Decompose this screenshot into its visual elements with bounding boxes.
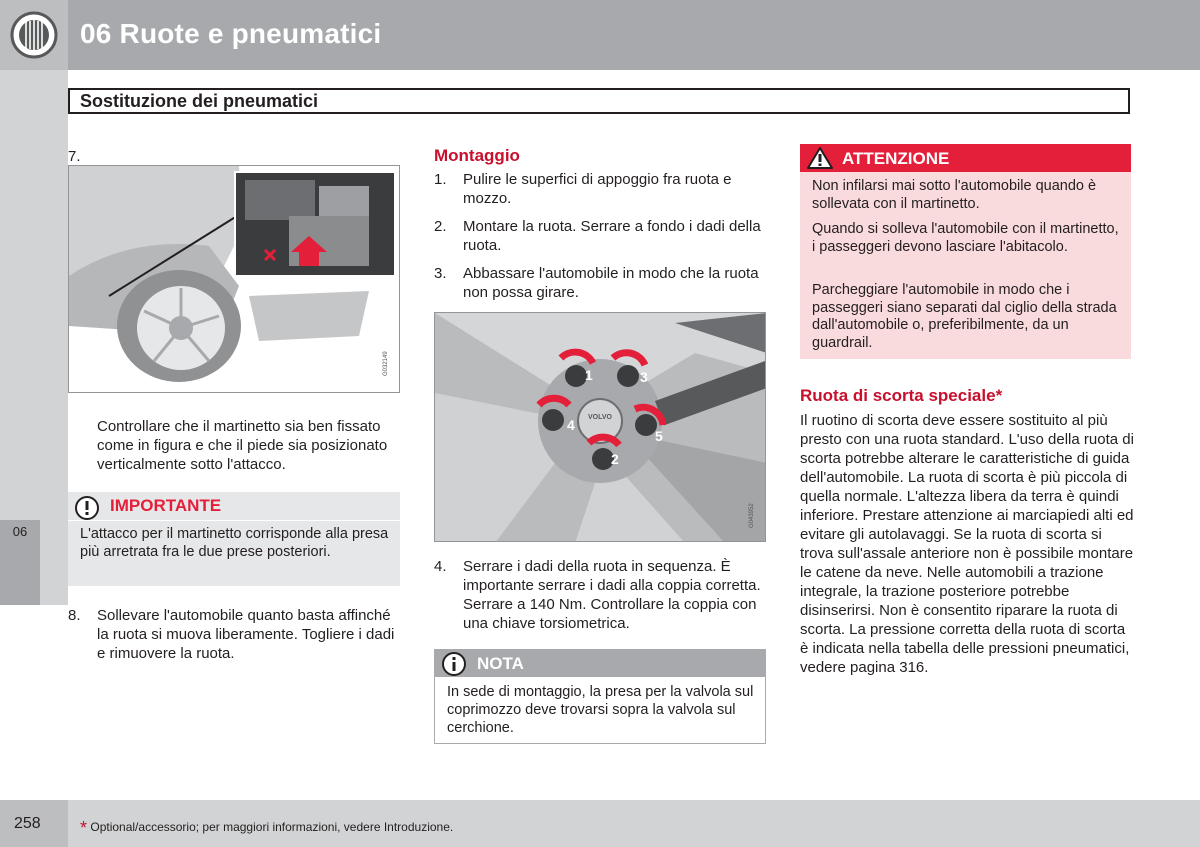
warning-triangle-icon — [806, 146, 834, 175]
footnote-text: Optional/accessorio; per maggiori informazioni, vedere Introduzione. — [90, 820, 454, 834]
rotation-arrow — [539, 398, 569, 405]
step-1-text: Pulire le superfici di appoggio fra ruota e mozzo. — [463, 171, 732, 207]
important-text: L'attacco per il martinetto corrisponde alla presa più arretrata fra le due prese posteriori. — [80, 526, 389, 560]
note-title: NOTA — [477, 654, 524, 673]
step-1-number: 1. — [434, 171, 447, 188]
exclamation-icon — [74, 495, 100, 526]
warning-paragraph-1: Non infilarsi mai sotto l'automobile quando è sollevata con il martinetto. — [812, 178, 1097, 212]
rotation-arrow — [589, 437, 619, 445]
wheel-nut — [542, 409, 564, 431]
footnote — [80, 818, 453, 839]
nut-label-4: 4 — [567, 417, 575, 433]
note-box — [434, 649, 766, 744]
step-3-text: Abbassare l'automobile in modo che la ruota non possa girare. — [463, 265, 759, 301]
chapter-icon-tab — [0, 0, 68, 70]
figure-2-code: G043952 — [749, 503, 755, 528]
warning-paragraph-2: Quando si solleva l'automobile con il martinetto, i passeggeri devono lasciare l'abitacolo. — [812, 221, 1119, 255]
jack-illustration — [69, 166, 400, 393]
wheel-figure — [434, 312, 766, 542]
nut-label-5: 5 — [655, 428, 663, 444]
spare-wheel-text: Il ruotino di scorta deve essere sostituito al più presto con una ruota standard. L'uso della ruota di scorta potrebbe alterare le caratteristiche di guida dell'automobile. La ruota di scorta è più piccola di quella normale. L'altezza libera da terra è quindi inferiore. Prestare attenzione ai marciapiedi alti ed evitare gli autolavaggi. Se la ruota di scorta si trova sull'assale anteriore non è possibile montare le catene da neve. Nelle automobili a trazione integrale, la trazione posteriore potrebbe disinserirsi. Non è consentito riparare la ruota di scorta. La pressione corretta della ruota di scorta è indicata nella tabella delle pressioni pneumatici, vedere pagina 316. — [800, 412, 1134, 676]
nut-sequence-arrows — [435, 313, 766, 542]
montaggio-heading: Montaggio — [434, 146, 520, 165]
spare-wheel-heading: Ruota di scorta speciale* — [800, 386, 1003, 405]
figure-1-code: G032149 — [383, 351, 389, 376]
wheel-nut — [565, 365, 587, 387]
step-3-number: 3. — [434, 265, 447, 282]
step-8-text: Sollevare l'automobile quanto basta affinché la ruota si muova liberamente. Togliere i dadi e rimuovere la ruota. — [97, 607, 395, 662]
info-icon — [441, 651, 467, 682]
nut-label-1: 1 — [585, 367, 593, 383]
step-4-number: 4. — [434, 558, 447, 575]
warning-paragraph-3: Parcheggiare l'automobile in modo che i passeggeri siano separati dal ciglio della strada dall'automobile o, preferibilmente, da un guardrail. — [812, 282, 1117, 351]
nut-label-3: 3 — [640, 369, 648, 385]
step-8-number: 8. — [68, 607, 81, 624]
page-number: 258 — [14, 815, 41, 832]
chapter-side-tab-label: 06 — [12, 524, 28, 539]
chapter-title: 06 Ruote e pneumatici — [80, 18, 382, 49]
section-title: Sostituzione dei pneumatici — [80, 91, 319, 111]
step-2-number: 2. — [434, 218, 447, 235]
tire-icon — [0, 0, 68, 70]
wheel-nut — [617, 365, 639, 387]
step-7-text: Controllare che il martinetto sia ben fissato come in figura e che il piede sia posizionato verticalmente sotto l'attacco. — [97, 418, 388, 473]
rotation-arrow — [613, 353, 645, 365]
rotation-arrow — [561, 352, 593, 363]
important-title: IMPORTANTE — [110, 496, 222, 515]
wheel-nut — [635, 414, 657, 436]
step-2-text: Montare la ruota. Serrare a fondo i dadi della ruota. — [463, 218, 761, 254]
jack-figure — [68, 165, 400, 393]
important-box — [68, 492, 400, 586]
nut-label-2: 2 — [611, 451, 619, 467]
important-divider — [68, 520, 400, 521]
warning-title: ATTENZIONE — [842, 149, 950, 168]
volvo-logo: VOLVO — [588, 414, 612, 421]
note-text: In sede di montaggio, la presa per la valvola sul coprimozzo deve trovarsi sopra la valvola sul cerchione. — [447, 684, 754, 736]
step-7-number: 7. — [68, 148, 81, 165]
step-4-text: Serrare i dadi della ruota in sequenza. È importante serrare i dadi alla coppia corretta. Serrare a 140 Nm. Controllare la coppia con una chiave torsiometrica. — [463, 558, 761, 632]
chapter-side-tab — [0, 520, 40, 605]
footnote-star: * — [80, 818, 88, 838]
warning-box — [800, 144, 1131, 359]
